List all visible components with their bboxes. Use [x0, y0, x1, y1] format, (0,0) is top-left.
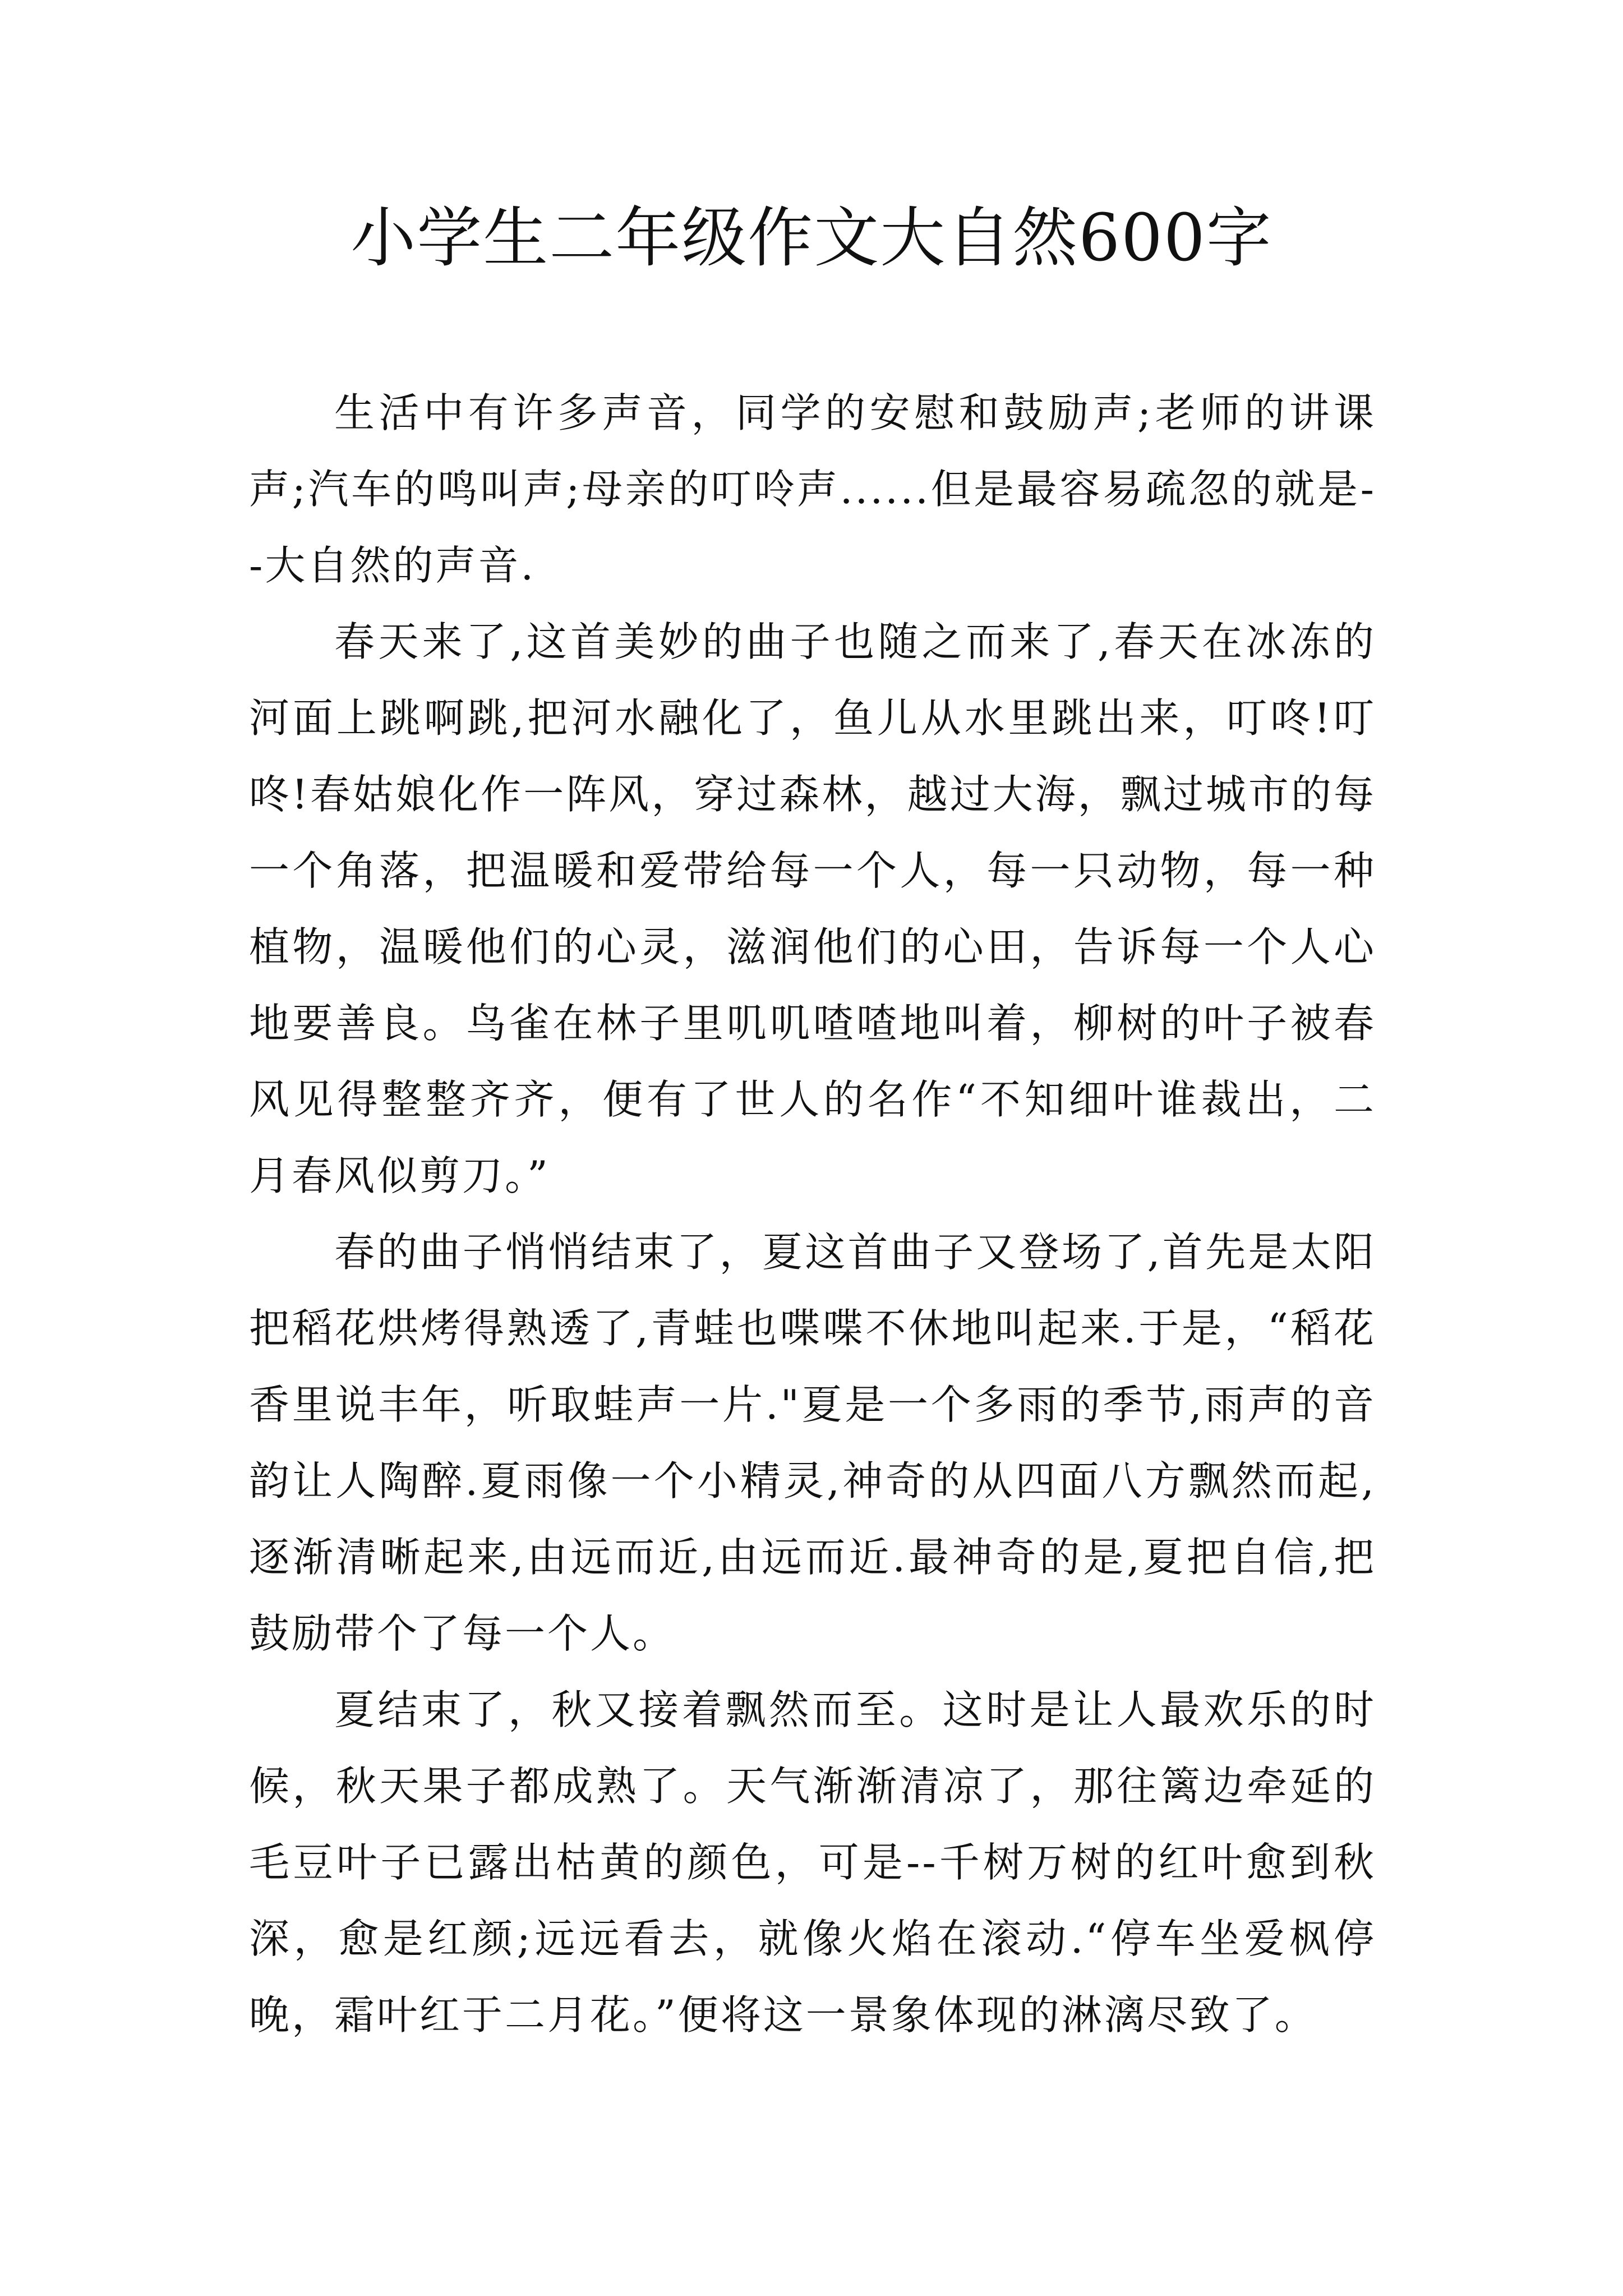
paragraph-spring: 春天来了,这首美妙的曲子也随之而来了,春天在冰冻的河面上跳啊跳,把河水融化了，鱼儿从水里跳出来，叮咚!叮咚!春姑娘化作一阵风，穿过森林，越过大海，飘过城市的每一个角落，把温暖和爱带给每一个人，每一只动物，每一种植物，温暖他们的心灵，滋润他们的心田，告诉每一个人心地要善良。鸟雀在林子里叽叽喳喳地叫着，柳树的叶子被春风见得整整齐齐，便有了世人的名作“不知细叶谁裁出，二月春风似剪刀。”: [249, 618, 1376, 1199]
paragraph-summer: 春的曲子悄悄结束了，夏这首曲子又登场了,首先是太阳把稻花烘烤得熟透了,青蛙也喋喋不休地叫起来.于是，“稻花香里说丰年，听取蛙声一片."夏是一个多雨的季节,雨声的音韵让人陶醉.夏雨像一个小精灵,神奇的从四面八方飘然而起,逐渐清晰起来,由远而近,由远而近.最神奇的是,夏把自信,把鼓励带个了每一个人。: [249, 1228, 1376, 1657]
paragraph-intro: 生活中有许多声音，同学的安慰和鼓励声;老师的讲课声;汽车的鸣叫声;母亲的叮呤声......但是最容易疏忽的就是--大自然的声音.: [249, 389, 1376, 589]
document-title: 小学生二年级作文大自然600字: [351, 200, 1272, 276]
document-body: [249, 375, 1376, 2053]
paragraph-autumn: 夏结束了，秋又接着飘然而至。这时是让人最欢乐的时候，秋天果子都成熟了。天气渐渐清凉了，那往篱边牵延的毛豆叶子已露出枯黄的颜色，可是--千树万树的红叶愈到秋深，愈是红颜;远远看去，就像火焰在滚动.“停车坐爱枫停晚，霜叶红于二月花。”便将这一景象体现的淋漓尽致了。: [249, 1686, 1376, 2039]
